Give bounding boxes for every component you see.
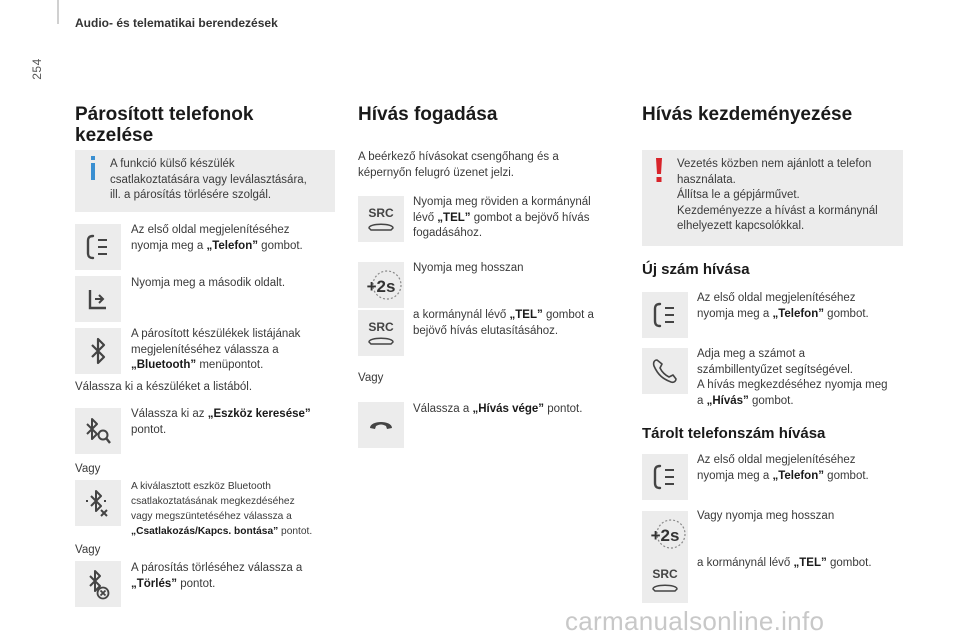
step-device-search: Válassza ki az „Eszköz keresése” pontot. <box>131 408 311 436</box>
long-press-icon <box>358 262 404 308</box>
warning-text: Vezetés közben nem ajánlott a telefon használata. Állítsa le a gépjárművet. Kezdeményezze a hívást a kormánynál elhelyezett kapcsolókkal. <box>677 158 878 232</box>
step-stored-long-press: Vagy nyomja meg hosszan <box>697 510 835 522</box>
svg-text:SRC: SRC <box>368 206 394 220</box>
subsection-new-number: Új szám hívása <box>642 261 750 278</box>
section-title-pairing: Párosított telefonok kezelése <box>75 104 254 146</box>
end-call-icon <box>358 402 404 448</box>
info-text: A funkció külső készülék csatlakoztatására vagy leválasztására, ill. a párosítás törlésére szolgál. <box>110 158 307 201</box>
telefon-button-icon-2 <box>642 292 688 338</box>
page-number: 254 <box>30 58 44 80</box>
phone-handset-icon <box>642 348 688 394</box>
second-page-icon <box>75 276 121 322</box>
svg-text:SRC: SRC <box>368 320 394 334</box>
step-long-press: Nyomja meg hosszan <box>413 262 524 274</box>
or-text-1: Vagy <box>75 463 101 475</box>
receive-intro: A beérkező hívásokat csengőhang és a képernyőn felugró üzenet jelzi. <box>358 151 559 179</box>
page-header: Audio- és telematikai berendezések <box>75 16 278 30</box>
or-text-2: Vagy <box>75 544 101 556</box>
watermark: carmanualsonline.info <box>565 606 825 636</box>
section-title-receive-call: Hívás fogadása <box>358 104 498 125</box>
device-search-icon <box>75 408 121 454</box>
step-short-press-tel: Nyomja meg röviden a kormánynál lévő „TEL” gombot a bejövő hívás fogadásához. <box>413 196 591 239</box>
telefon-button-icon <box>75 224 121 270</box>
warning-icon <box>655 158 663 182</box>
bluetooth-delete-icon <box>75 561 121 607</box>
src-button-icon-2 <box>358 310 404 356</box>
step-dial-number: Adja meg a számot a számbillentyűzet segítségével. A hívás megkezdéséhez nyomja meg a „Hívás” gombot. <box>697 348 888 407</box>
step-reject-call: a kormánynál lévő „TEL” gombot a bejövő hívás elutasításához. <box>413 309 594 337</box>
step-end-call: Válassza a „Hívás vége” pontot. <box>413 403 583 415</box>
step-stored-telefon: Az első oldal megjelenítéséhez nyomja meg a „Telefon” gombot. <box>697 454 869 482</box>
step-telefon: Az első oldal megjelenítéséhez nyomja meg a „Telefon” gombot. <box>131 224 303 252</box>
long-press-icon-2 <box>642 511 688 557</box>
step-new-telefon: Az első oldal megjelenítéséhez nyomja meg a „Telefon” gombot. <box>697 292 869 320</box>
step-delete: A párosítás törléséhez válassza a „Törlés” pontot. <box>131 562 303 590</box>
svg-text:+2s: +2s <box>366 277 396 296</box>
section-title-make-call: Hívás kezdeményezése <box>642 104 853 125</box>
or-text-3: Vagy <box>358 372 384 384</box>
margin-rule <box>57 0 59 24</box>
step-connect: A kiválasztott eszköz Bluetooth csatlakoztatásának megkezdéséhez vagy megszüntetéséhez válassza a „Csatlakozás/Kapcs. bontása” pontot. <box>131 481 313 537</box>
src-button-icon <box>358 196 404 242</box>
bluetooth-icon <box>75 328 121 374</box>
bluetooth-connect-icon <box>75 480 121 526</box>
svg-text:+2s: +2s <box>650 526 680 545</box>
src-button-icon-3 <box>642 557 688 603</box>
step-second-page: Nyomja meg a második oldalt. <box>131 277 286 289</box>
step-stored-tel: a kormánynál lévő „TEL” gombot. <box>697 557 872 569</box>
subsection-stored-number: Tárolt telefonszám hívása <box>642 425 826 442</box>
info-icon <box>88 156 98 180</box>
svg-text:SRC: SRC <box>652 567 678 581</box>
step-bluetooth: A párosított készülékek listájának megjelenítéséhez válassza a „Bluetooth” menüpontot. <box>131 328 301 371</box>
telefon-button-icon-3 <box>642 454 688 500</box>
select-device-text: Válassza ki a készüléket a listából. <box>75 381 253 393</box>
